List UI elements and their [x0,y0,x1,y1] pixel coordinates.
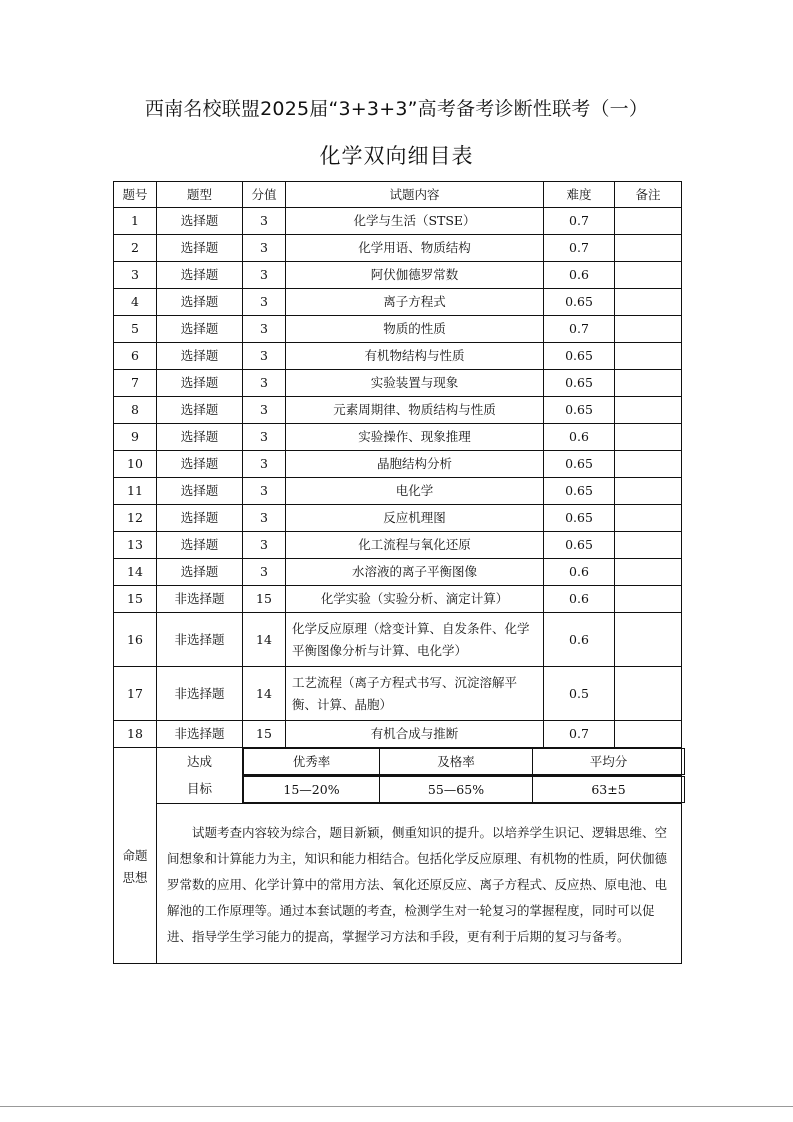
question-note [615,316,682,343]
excellent-value: 15—20% [244,777,380,803]
question-note [615,235,682,262]
question-number: 3 [114,262,157,289]
question-note [615,559,682,586]
average-value: 63±5 [533,777,685,803]
question-note [615,289,682,316]
question-type: 选择题 [157,208,243,235]
question-difficulty: 0.6 [544,424,615,451]
table-row [114,370,682,397]
table-row [114,451,682,478]
question-type: 选择题 [157,478,243,505]
question-type: 选择题 [157,532,243,559]
question-number: 4 [114,289,157,316]
question-number: 11 [114,478,157,505]
table-row [114,559,682,586]
question-number: 8 [114,397,157,424]
table-row [114,424,682,451]
table-row [114,208,682,235]
table-row [114,397,682,424]
question-note [615,586,682,613]
table-row [114,667,682,721]
question-number: 10 [114,451,157,478]
question-content: 离子方程式 [286,289,544,316]
question-difficulty: 0.65 [544,532,615,559]
question-difficulty: 0.7 [544,208,615,235]
spec-table [113,181,682,964]
question-type: 选择题 [157,370,243,397]
question-content: 物质的性质 [286,316,544,343]
question-difficulty: 0.65 [544,343,615,370]
table-row [114,532,682,559]
question-note [615,343,682,370]
table-row [114,586,682,613]
question-content: 阿伏伽德罗常数 [286,262,544,289]
question-content: 电化学 [286,478,544,505]
question-type: 选择题 [157,343,243,370]
question-type: 选择题 [157,451,243,478]
question-note [615,397,682,424]
header-note: 备注 [615,182,682,208]
question-difficulty: 0.7 [544,235,615,262]
question-content: 化工流程与氧化还原 [286,532,544,559]
target-header-row [114,748,682,776]
question-difficulty: 0.5 [544,667,615,721]
question-content: 实验操作、现象推理 [286,424,544,451]
question-difficulty: 0.65 [544,478,615,505]
question-score: 3 [243,289,286,316]
question-content: 实验装置与现象 [286,370,544,397]
question-type: 选择题 [157,397,243,424]
question-score: 3 [243,370,286,397]
table-row [114,721,682,748]
question-number: 13 [114,532,157,559]
question-type: 选择题 [157,505,243,532]
question-content: 化学用语、物质结构 [286,235,544,262]
design-row [114,804,682,964]
question-note [615,478,682,505]
pass-value: 55—65% [380,777,533,803]
question-score: 3 [243,397,286,424]
header-difficulty: 难度 [544,182,615,208]
question-note [615,505,682,532]
question-number: 16 [114,613,157,667]
question-number: 9 [114,424,157,451]
question-content: 晶胞结构分析 [286,451,544,478]
table-row [114,478,682,505]
table-row [114,316,682,343]
table-row [114,613,682,667]
header-score: 分值 [243,182,286,208]
question-difficulty: 0.6 [544,559,615,586]
table-row [114,343,682,370]
question-difficulty: 0.6 [544,262,615,289]
question-score: 15 [243,586,286,613]
question-score: 3 [243,235,286,262]
question-difficulty: 0.65 [544,289,615,316]
question-type: 选择题 [157,289,243,316]
question-score: 3 [243,451,286,478]
question-score: 3 [243,478,286,505]
question-type: 选择题 [157,559,243,586]
excellent-label: 优秀率 [244,749,380,775]
question-note [615,208,682,235]
design-label-bottom: 思想 [122,870,148,885]
page-bottom-rule [0,1106,793,1107]
question-number: 2 [114,235,157,262]
question-type: 选择题 [157,424,243,451]
question-score: 14 [243,667,286,721]
question-number: 18 [114,721,157,748]
question-number: 5 [114,316,157,343]
header-content: 试题内容 [286,182,544,208]
question-content: 有机物结构与性质 [286,343,544,370]
target-label-bottom: 目标 [157,776,243,804]
design-text-cell [157,804,682,964]
table-row [114,262,682,289]
question-number: 17 [114,667,157,721]
table-row [114,505,682,532]
target-value-cells [243,776,682,804]
target-label-top: 达成 [157,748,243,776]
header-no: 题号 [114,182,157,208]
question-difficulty: 0.7 [544,721,615,748]
question-score: 3 [243,262,286,289]
question-score: 3 [243,343,286,370]
design-text: 试题考查内容较为综合，题目新颖，侧重知识的提升。以培养学生识记、逻辑思维、空间想象和计算能力为主，知识和能力相结合。包括化学反应原理、有机物的性质，阿伏伽德罗常数的应用、化学计算中的常用方法、氧化还原反应、离子方程式、反应热、原电池、电解池的工作原理等。通过本套试题的考查，检测学生对一轮复习的掌握程度，同时可以促进、指导学生学习能力的提高，掌握学习方法和手段，更有利于后期的复习与备考。 [167,824,668,944]
question-difficulty: 0.65 [544,370,615,397]
question-type: 选择题 [157,235,243,262]
header-type: 题型 [157,182,243,208]
question-content: 有机合成与推断 [286,721,544,748]
question-content: 化学与生活（STSE） [286,208,544,235]
question-difficulty: 0.65 [544,505,615,532]
question-number: 1 [114,208,157,235]
question-score: 3 [243,532,286,559]
question-note [615,451,682,478]
question-type: 非选择题 [157,586,243,613]
question-type: 非选择题 [157,721,243,748]
question-difficulty: 0.6 [544,613,615,667]
question-score: 3 [243,424,286,451]
question-type: 选择题 [157,316,243,343]
question-content: 工艺流程（离子方程式书写、沉淀溶解平衡、计算、晶胞） [286,667,544,721]
question-score: 3 [243,505,286,532]
question-note [615,667,682,721]
question-note [615,532,682,559]
question-note [615,262,682,289]
question-type: 选择题 [157,262,243,289]
question-note [615,721,682,748]
question-score: 3 [243,559,286,586]
question-score: 3 [243,316,286,343]
target-header-cells [243,748,682,776]
question-number: 12 [114,505,157,532]
document-title: 西南名校联盟2025届“3+3+3”高考备考诊断性联考（一） [144,98,649,120]
question-type: 非选择题 [157,667,243,721]
table-row [114,289,682,316]
question-score: 3 [243,208,286,235]
question-content: 化学实验（实验分析、滴定计算） [286,586,544,613]
design-label-top: 命题 [122,848,148,863]
document-subtitle: 化学双向细目表 [319,144,474,168]
question-difficulty: 0.65 [544,451,615,478]
question-difficulty: 0.6 [544,586,615,613]
average-label: 平均分 [533,749,685,775]
question-difficulty: 0.7 [544,316,615,343]
question-content: 化学反应原理（焓变计算、自发条件、化学平衡图像分析与计算、电化学） [286,613,544,667]
question-note [615,424,682,451]
question-note [615,370,682,397]
question-number: 7 [114,370,157,397]
question-content: 水溶液的离子平衡图像 [286,559,544,586]
target-value-row [114,776,682,804]
question-content: 反应机理图 [286,505,544,532]
question-number: 15 [114,586,157,613]
question-note [615,613,682,667]
question-content: 元素周期律、物质结构与性质 [286,397,544,424]
question-number: 6 [114,343,157,370]
question-score: 14 [243,613,286,667]
question-score: 15 [243,721,286,748]
question-number: 14 [114,559,157,586]
pass-label: 及格率 [380,749,533,775]
question-type: 非选择题 [157,613,243,667]
header-row [114,182,682,208]
design-label [114,748,157,964]
table-row [114,235,682,262]
question-difficulty: 0.65 [544,397,615,424]
